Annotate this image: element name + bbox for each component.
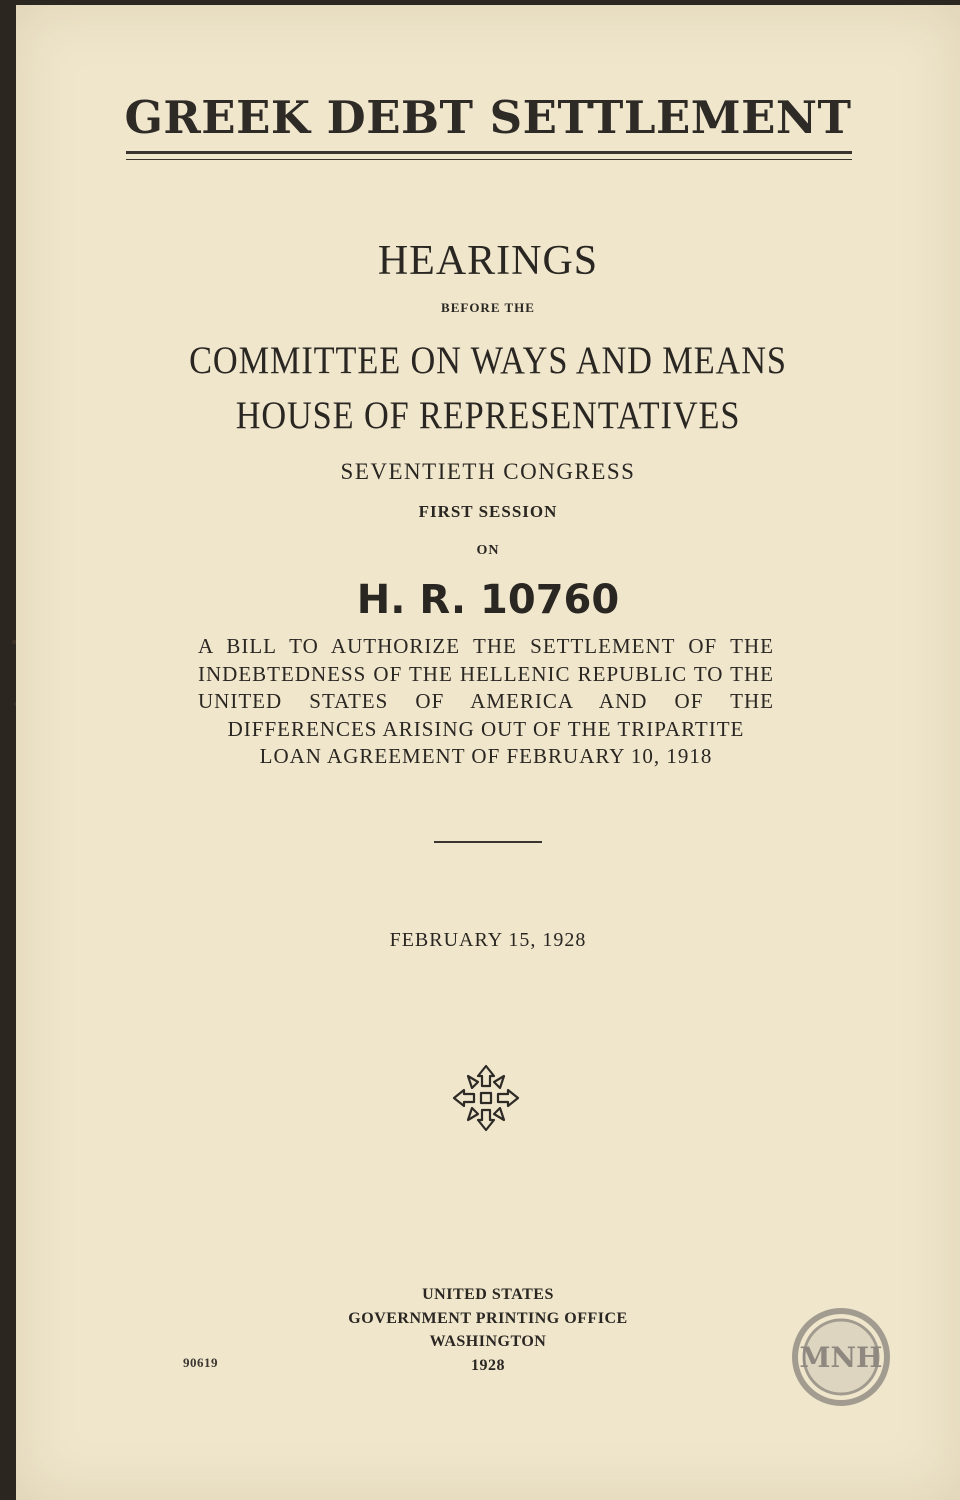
binding-edge [0,0,16,1500]
title-rule-thick [126,151,852,154]
publisher-line-1: UNITED STATES [422,1286,554,1303]
stamp-text: MNH [799,1341,883,1374]
title-rule-thin [126,159,852,160]
print-code: 90619 [183,1355,218,1370]
library-stamp-icon [791,1307,891,1407]
publisher-line-3: WASHINGTON [429,1333,547,1350]
printer-ornament-icon [448,1060,524,1136]
bill-description [198,633,774,771]
document-title: GREEK DEBT SETTLEMENT [124,91,852,144]
before-the-label: BEFORE THE [441,300,535,315]
committee-name: COMMITTEE ON WAYS AND MEANS [189,339,787,382]
bill-description-last-line: LOAN AGREEMENT OF FEBRUARY 10, 1918 [259,744,713,768]
section-divider [434,841,542,843]
publisher-line-2: GOVERNMENT PRINTING OFFICE [348,1309,628,1327]
bill-number: H. R. 10760 [356,577,620,623]
document-page [16,5,960,1500]
hearing-date: FEBRUARY 15, 1928 [389,929,587,951]
session-label: FIRST SESSION [418,502,558,521]
on-label: ON [476,543,500,558]
congress-label: SEVENTIETH CONGRESS [340,459,636,484]
house-name: HOUSE OF REPRESENTATIVES [235,394,741,437]
publication-year: 1928 [471,1356,505,1374]
bill-description-body: A BILL TO AUTHORIZE THE SETTLEMENT OF THE INDEBTEDNESS OF THE HELLENIC REPUBLIC TO THE UNITED STATES OF AMERICA AND OF THE DIFFERENCES ARISING OUT OF THE TRIPARTITE [198,634,774,741]
hearings-heading: HEARINGS [377,238,599,284]
